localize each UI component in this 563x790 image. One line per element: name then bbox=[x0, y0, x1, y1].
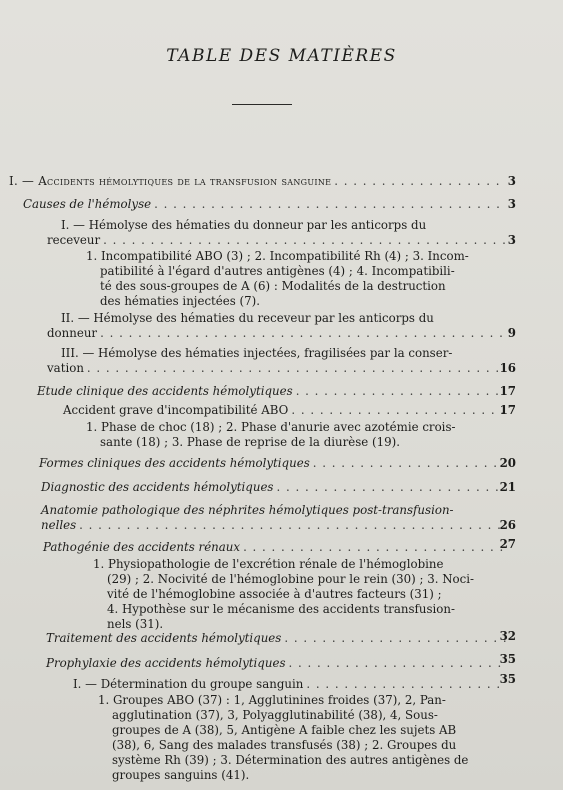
toc-entry-text: vation bbox=[47, 361, 84, 375]
toc-entry-section-2-cont bbox=[47, 326, 509, 341]
toc-entry-text: Accident grave d'incompatibilité ABO bbox=[63, 403, 289, 417]
toc-subtopic-line: groupes de A (38), 5, Antigène A faible chez les sujets AB bbox=[112, 723, 457, 737]
toc-entry-anatomie bbox=[41, 503, 517, 518]
dot-leader bbox=[79, 518, 506, 533]
toc-entry-etude-clinique bbox=[37, 384, 509, 399]
toc-subtopic-line: 4. Hypothèse sur le mécanisme des accidents transfusion- bbox=[107, 602, 455, 616]
toc-subtopic-line: 1. Groupes ABO (37) : 1, Agglutinines froides (37), 2, Pan- bbox=[98, 693, 446, 707]
title-rule bbox=[232, 104, 292, 105]
toc-page-number: 21 bbox=[499, 480, 516, 494]
toc-subtopic-line: groupes sanguins (41). bbox=[112, 768, 250, 782]
toc-subtopic-line: (38), 6, Sang des malades transfusés (38) ; 2. Groupes du bbox=[112, 738, 457, 752]
dot-leader bbox=[103, 233, 506, 248]
dot-leader bbox=[243, 540, 506, 555]
toc-entry-section-3 bbox=[61, 346, 517, 361]
toc-entry-accident-grave bbox=[63, 403, 509, 418]
toc-page-number: 35 bbox=[499, 652, 516, 666]
toc-entry-section-1 bbox=[61, 218, 517, 233]
toc-page-number: 16 bbox=[499, 361, 516, 375]
dot-leader bbox=[306, 677, 506, 692]
toc-entry-section-3-cont bbox=[47, 361, 509, 376]
dot-leader bbox=[291, 403, 506, 418]
toc-subtopic-line: système Rh (39) ; 3. Détermination des autres antigènes de bbox=[112, 753, 469, 767]
toc-entry-prophylaxie bbox=[46, 656, 509, 671]
toc-entry-causes bbox=[23, 197, 509, 212]
toc-entry-line: II. — Hémolyse des hématies du receveur par les anticorps du bbox=[61, 311, 434, 325]
toc-subtopics-3 bbox=[93, 557, 517, 632]
toc-subtopics-2 bbox=[86, 420, 516, 450]
toc-page-number: 3 bbox=[507, 174, 516, 188]
dot-leader bbox=[296, 384, 506, 399]
toc-entry-determination bbox=[73, 677, 509, 692]
toc-entry-section-1-cont bbox=[47, 233, 509, 248]
dot-leader bbox=[284, 631, 506, 646]
toc-entry-text: I. — Détermination du groupe sanguin bbox=[73, 677, 304, 691]
toc-entry-formes-cliniques bbox=[39, 456, 509, 471]
toc-entry-line: Anatomie pathologique des néphrites hémolytiques post-transfusion- bbox=[41, 503, 454, 517]
toc-subtopics-1 bbox=[86, 249, 516, 309]
toc-entry-text: Etude clinique des accidents hémolytiques bbox=[37, 384, 293, 398]
toc-subtopic-line: té des sous-groupes de A (6) : Modalités de la destruction bbox=[100, 279, 446, 293]
toc-entry-text: I. — Accidents hémolytiques de la transfusion sanguine bbox=[9, 174, 332, 188]
toc-subtopic-line: vité de l'hémoglobine associée à d'autres facteurs (31) ; bbox=[107, 587, 442, 601]
toc-page-number: 27 bbox=[499, 537, 516, 551]
toc-subtopic-line: 1. Phase de choc (18) ; 2. Phase d'anurie avec azotémie crois- bbox=[86, 420, 456, 434]
toc-page-number: 9 bbox=[507, 326, 516, 340]
toc-subtopic-line: (29) ; 2. Nocivité de l'hémoglobine pour le rein (30) ; 3. Noci- bbox=[107, 572, 475, 586]
toc-entry-diagnostic bbox=[41, 480, 509, 495]
toc-entry-line: III. — Hémolyse des hématies injectées, fragilisées par la conser- bbox=[61, 346, 453, 360]
dot-leader bbox=[289, 656, 507, 671]
toc-entry-text: receveur bbox=[47, 233, 101, 247]
toc-subtopic-line: 1. Physiopathologie de l'excrétion rénale de l'hémoglobine bbox=[93, 557, 444, 571]
toc-page-number: 20 bbox=[499, 456, 516, 470]
toc-page-number: 32 bbox=[499, 629, 516, 643]
dot-leader bbox=[313, 456, 506, 471]
toc-subtopic-line: des hématies injectées (7). bbox=[100, 294, 261, 308]
toc-entry-text: Formes cliniques des accidents hémolytiques bbox=[39, 456, 310, 470]
toc-page-number: 17 bbox=[499, 403, 516, 417]
toc-entry-text: Causes de l'hémolyse bbox=[23, 197, 152, 211]
toc-entry-anatomie-cont bbox=[41, 518, 509, 533]
toc-entry-text: donneur bbox=[47, 326, 98, 340]
toc-entry-traitement bbox=[46, 631, 509, 646]
toc-subtopic-line: patibilité à l'égard d'autres antigènes (4) ; 4. Incompatibili- bbox=[100, 264, 455, 278]
toc-entry-text: nelles bbox=[41, 518, 77, 532]
toc-subtopics-4 bbox=[98, 693, 518, 783]
toc-entry-line: I. — Hémolyse des hématies du donneur par les anticorps du bbox=[61, 218, 427, 232]
toc-entry-text: Pathogénie des accidents rénaux bbox=[43, 540, 241, 554]
toc-subtopic-line: nels (31). bbox=[107, 617, 164, 631]
toc-page-number: 3 bbox=[507, 197, 516, 211]
toc-subtopic-line: agglutination (37), 3, Polyagglutinabilité (38), 4, Sous- bbox=[112, 708, 438, 722]
toc-subtopic-line: sante (18) ; 3. Phase de reprise de la diurèse (19). bbox=[100, 435, 400, 449]
toc-entry-text: Traitement des accidents hémolytiques bbox=[46, 631, 282, 645]
dot-leader bbox=[154, 197, 506, 212]
dot-leader bbox=[87, 361, 506, 376]
toc-page-number: 26 bbox=[499, 518, 516, 532]
dot-leader bbox=[334, 174, 506, 189]
toc-entry-text: Prophylaxie des accidents hémolytiques bbox=[46, 656, 286, 670]
toc-entry-chapter-1 bbox=[9, 174, 509, 189]
page-title: TABLE DES MATIÈRES bbox=[166, 46, 397, 66]
dot-leader bbox=[276, 480, 506, 495]
toc-entry-pathogenie bbox=[43, 540, 509, 555]
toc-page-number: 3 bbox=[507, 233, 516, 247]
toc-page-number: 17 bbox=[499, 384, 516, 398]
toc-subtopic-line: 1. Incompatibilité ABO (3) ; 2. Incompatibilité Rh (4) ; 3. Incom- bbox=[86, 249, 469, 263]
toc-entry-section-2 bbox=[61, 311, 517, 326]
dot-leader bbox=[100, 326, 506, 341]
toc-page-number: 35 bbox=[499, 672, 516, 686]
toc-entry-text: Diagnostic des accidents hémolytiques bbox=[41, 480, 274, 494]
